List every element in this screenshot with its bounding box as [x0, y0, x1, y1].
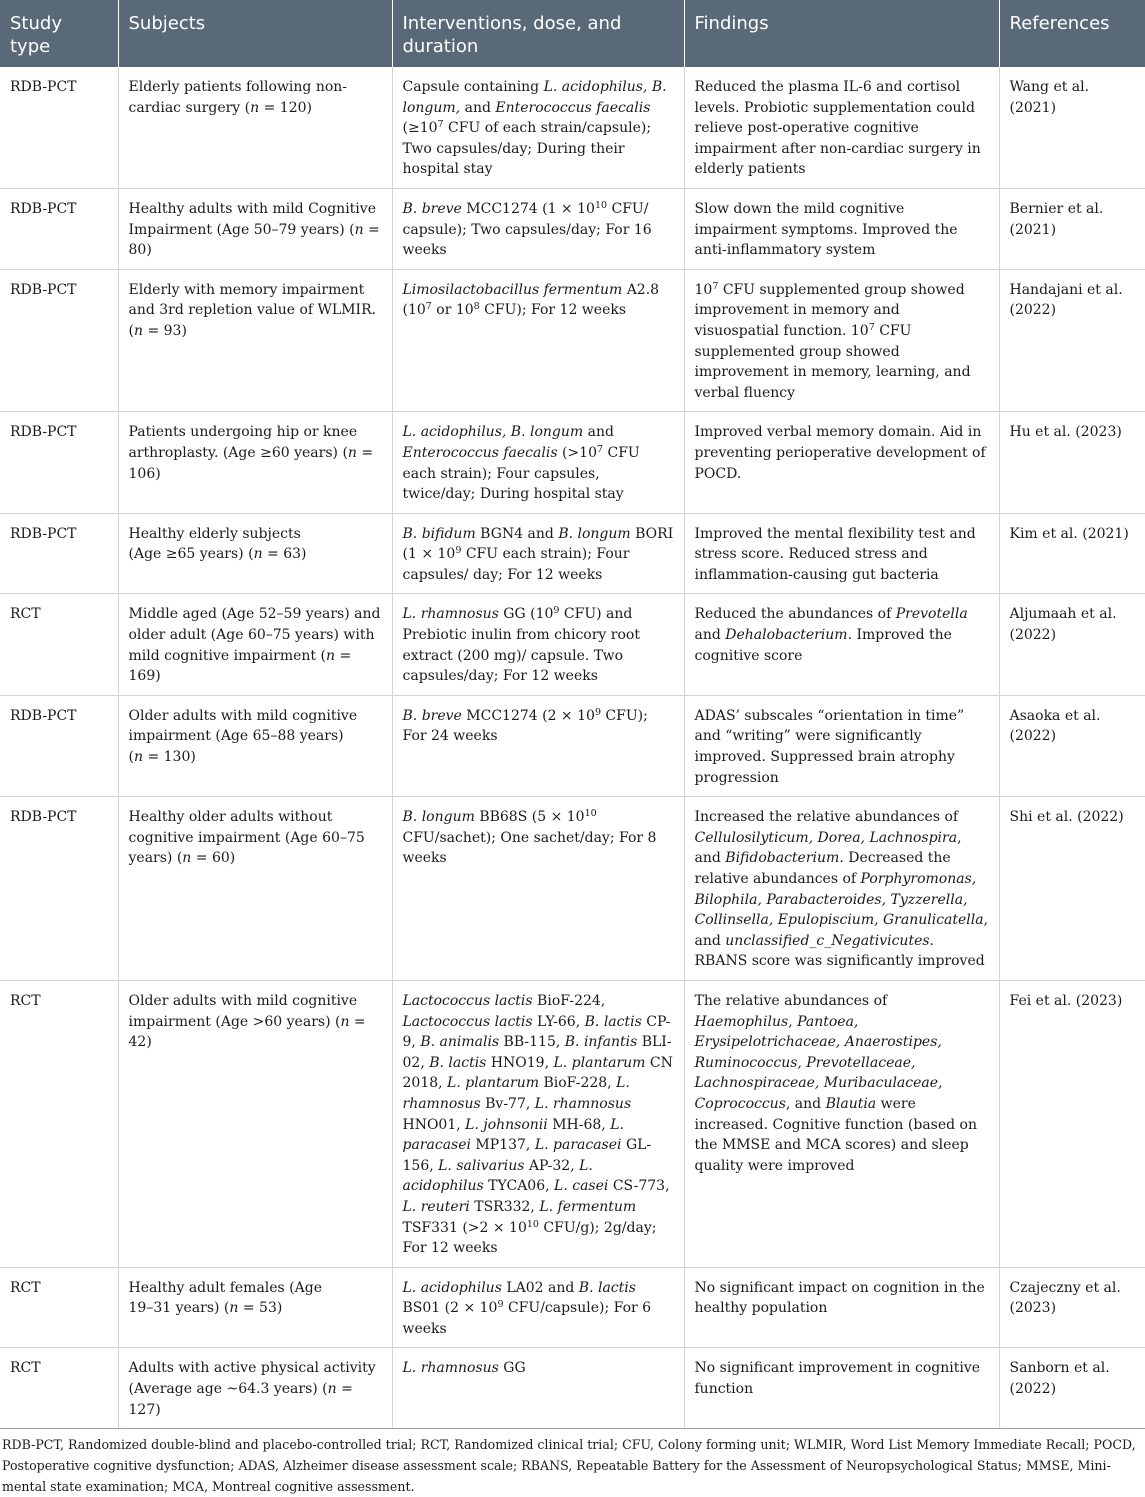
cell-study-type: RCT: [0, 1348, 118, 1429]
cell-subjects: Healthy older adults without cognitive impairment (Age 60–75 years) (n = 60): [118, 797, 392, 981]
cell-reference: Asaoka et al. (2022): [999, 695, 1145, 796]
cell-subjects: Healthy adult females (Age 19–31 years) (n = 53): [118, 1267, 392, 1348]
cell-findings: Reduced the plasma IL-6 and cortisol levels. Probiotic supplementation could relieve post-operative cognitive impairment after non-cardiac surgery in elderly patients: [684, 67, 999, 188]
table-row: [0, 412, 1145, 513]
cell-subjects: Patients undergoing hip or knee arthroplasty. (Age ≥60 years) (n = 106): [118, 412, 392, 513]
cell-interventions: L. rhamnosus GG: [392, 1348, 684, 1429]
table-footnote: RDB-PCT, Randomized double-blind and placebo-controlled trial; RCT, Randomized clinical trial; CFU, Colony forming unit; WLMIR, Word List Memory Immediate Recall; POCD, Postoperative cognitive dysfunction; ADAS, Alzheimer disease assessment scale; RBANS, Repeatable Battery for the Assessment of Neuropsychological Status; MMSE, Mini-mental state examination; MCA, Montreal cognitive assessment.: [2, 1437, 1136, 1495]
cell-reference: Bernier et al. (2021): [999, 188, 1145, 269]
header-subjects: Subjects: [118, 0, 392, 67]
cell-study-type: RCT: [0, 980, 118, 1267]
cell-reference: Kim et al. (2021): [999, 513, 1145, 594]
cell-reference: Fei et al. (2023): [999, 980, 1145, 1267]
cell-study-type: RCT: [0, 594, 118, 695]
cell-reference: Sanborn et al. (2022): [999, 1348, 1145, 1429]
cell-study-type: RDB-PCT: [0, 695, 118, 796]
cell-study-type: RDB-PCT: [0, 513, 118, 594]
table-header-row: [0, 0, 1145, 67]
cell-interventions: L. acidophilus, B. longum and Enterococcus faecalis ($>10^7$ CFU each strain); Four capsules, twice/day; During hospital stay: [392, 412, 684, 513]
cell-reference: Czajeczny et al. (2023): [999, 1267, 1145, 1348]
cell-study-type: RDB-PCT: [0, 269, 118, 412]
header-findings: Findings: [684, 0, 999, 67]
table-row: [0, 1348, 1145, 1429]
header-study-type: Study type: [0, 0, 118, 67]
cell-interventions: B. longum BB68S ($5 \times 10^{10}$ CFU/sachet); One sachet/day; For 8 weeks: [392, 797, 684, 981]
cell-findings: ADAS’ subscales “orientation in time” and “writing” were significantly improved. Suppressed brain atrophy progression: [684, 695, 999, 796]
cell-reference: Handajani et al. (2022): [999, 269, 1145, 412]
cell-reference: Wang et al. (2021): [999, 67, 1145, 188]
cell-reference: Hu et al. (2023): [999, 412, 1145, 513]
cell-findings: Improved the mental flexibility test and stress score. Reduced stress and inflammation-causing gut bacteria: [684, 513, 999, 594]
cell-findings: No significant impact on cognition in the healthy population: [684, 1267, 999, 1348]
cell-study-type: RDB-PCT: [0, 67, 118, 188]
cell-subjects: Older adults with mild cognitive impairment (Age 65–88 years) (n = 130): [118, 695, 392, 796]
table-row: [0, 594, 1145, 695]
table-row: [0, 188, 1145, 269]
table-row: [0, 269, 1145, 412]
cell-interventions: Limosilactobacillus fermentum A2.8 ($10^7$ or $10^8$ CFU); For 12 weeks: [392, 269, 684, 412]
cell-subjects: Older adults with mild cognitive impairment (Age >60 years) (n = 42): [118, 980, 392, 1267]
cell-subjects: Middle aged (Age 52–59 years) and older adult (Age 60–75 years) with mild cognitive impairment (n = 169): [118, 594, 392, 695]
cell-findings: Increased the relative abundances of Cellulosilyticum, Dorea, Lachnospira, and Bifidobacterium. Decreased the relative abundances of Porphyromonas, Bilophila, Parabacteroides, Tyzzerella, Collinsella, Epulopiscium, Granulicatella, and unclassified_c_Negativicutes. RBANS score was significantly improved: [684, 797, 999, 981]
cell-subjects: Elderly with memory impairment and 3rd repletion value of WLMIR. (n = 93): [118, 269, 392, 412]
cell-interventions: B. breve MCC1274 ($2 \times 10^9$ CFU); For 24 weeks: [392, 695, 684, 796]
cell-findings: The relative abundances of Haemophilus, Pantoea, Erysipelotrichaceae, Anaerostipes, Ruminococcus, Prevotellaceae, Lachnospiraceae, Muribaculaceae, Coprococcus, and Blautia were increased. Cognitive function (based on the MMSE and MCA scores) and sleep quality were improved: [684, 980, 999, 1267]
cell-findings: No significant improvement in cognitive function: [684, 1348, 999, 1429]
table-row: [0, 67, 1145, 188]
table-row: [0, 695, 1145, 796]
cell-findings: Improved verbal memory domain. Aid in preventing perioperative development of POCD.: [684, 412, 999, 513]
cell-interventions: L. acidophilus LA02 and B. lactis BS01 ($2 \times 10^9$ CFU/capsule); For 6 weeks: [392, 1267, 684, 1348]
cell-study-type: RCT: [0, 1267, 118, 1348]
cell-study-type: RDB-PCT: [0, 188, 118, 269]
cell-interventions: Lactococcus lactis BioF-224, Lactococcus lactis LY-66, B. lactis CP-9, B. animalis BB-115, B. infantis BLI-02, B. lactis HNO19, L. plantarum CN 2018, L. plantarum BioF-228, L. rhamnosus Bv-77, L. rhamnosus HNO01, L. johnsonii MH-68, L. paracasei MP137, L. paracasei GL-156, L. salivarius AP-32, L. acidophilus TYCA06, L. casei CS-773, L. reuteri TSR332, L. fermentum TSF331 ($>2 \times 10^{10}$ CFU/g); 2g/day; For 12 weeks: [392, 980, 684, 1267]
table-row: [0, 1267, 1145, 1348]
cell-interventions: B. breve MCC1274 ($1 \times 10^{10}$ CFU/ capsule); Two capsules/day; For 16 weeks: [392, 188, 684, 269]
cell-findings: Slow down the mild cognitive impairment symptoms. Improved the anti-inflammatory system: [684, 188, 999, 269]
table-row: [0, 797, 1145, 981]
cell-study-type: RDB-PCT: [0, 412, 118, 513]
cell-study-type: RDB-PCT: [0, 797, 118, 981]
cell-interventions: L. rhamnosus GG ($10^9$ CFU) and Prebiotic inulin from chicory root extract (200 mg)/ capsule. Two capsules/day; For 12 weeks: [392, 594, 684, 695]
cell-subjects: Healthy elderly subjects (Age ≥65 years) (n = 63): [118, 513, 392, 594]
header-interventions: Interventions, dose, and duration: [392, 0, 684, 67]
cell-subjects: Elderly patients following non-cardiac surgery (n = 120): [118, 67, 392, 188]
table-row: [0, 513, 1145, 594]
cell-interventions: B. bifidum BGN4 and B. longum BORI ($1 \times 10^9$ CFU each strain); Four capsules/ day; For 12 weeks: [392, 513, 684, 594]
cell-subjects: Healthy adults with mild Cognitive Impairment (Age 50–79 years) (n = 80): [118, 188, 392, 269]
cell-reference: Shi et al. (2022): [999, 797, 1145, 981]
cell-interventions: Capsule containing L. acidophilus, B. longum, and Enterococcus faecalis ($\ge 10^7$ CFU of each strain/capsule); Two capsules/day; During their hospital stay: [392, 67, 684, 188]
cell-findings: $10^7$ CFU supplemented group showed improvement in memory and visuospatial function. $10^7$ CFU supplemented group showed improvement in memory, learning, and verbal fluency: [684, 269, 999, 412]
cell-reference: Aljumaah et al. (2022): [999, 594, 1145, 695]
table-row: [0, 980, 1145, 1267]
cell-findings: Reduced the abundances of Prevotella and Dehalobacterium. Improved the cognitive score: [684, 594, 999, 695]
cell-subjects: Adults with active physical activity (Average age ~64.3 years) (n = 127): [118, 1348, 392, 1429]
header-references: References: [999, 0, 1145, 67]
